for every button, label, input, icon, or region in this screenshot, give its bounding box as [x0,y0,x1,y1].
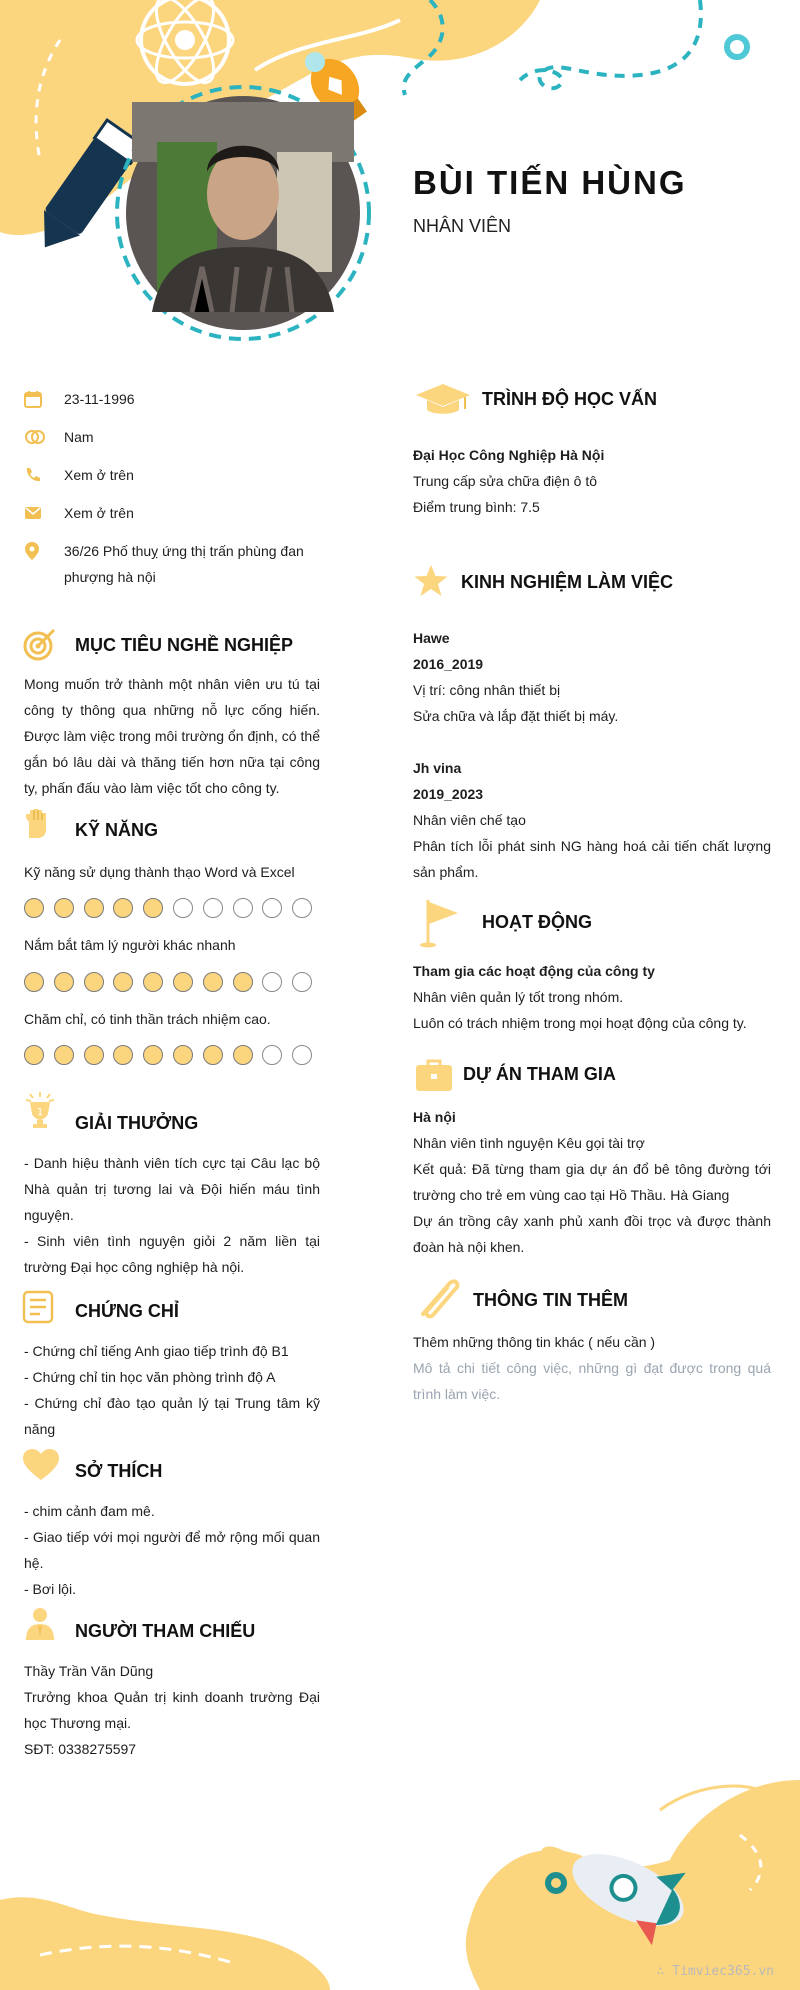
activities-line-2: Luôn có trách nhiệm trong mọi hoạt động của công ty. [413,1015,747,1031]
rating-dot [54,972,74,992]
skills-title: KỸ NĂNG [75,820,159,840]
contact-phone: Xem ở trên [24,462,332,488]
rating-dot [84,972,104,992]
rating-dot [24,898,44,918]
job-2-period: 2019_2023 [413,786,484,802]
watermark: ∴ Timviec365.vn [656,1964,774,1979]
job-2-description: Phân tích lỗi phát sinh NG hàng hoá cải tiến chất lượng sản phẩm. [413,838,771,880]
rating-dot [292,898,312,918]
hobby-3: - Bơi lội. [24,1581,76,1597]
star-icon [413,564,449,603]
bottom-decoration [0,1740,800,1990]
skill-name-1: Kỹ năng sử dụng thành thạo Word và Excel [24,864,295,880]
rating-dot [24,1045,44,1065]
reference-name: Thầy Trần Văn Dũng [24,1663,154,1679]
job-1-description: Sửa chữa và lắp đặt thiết bị máy. [413,708,619,724]
project-line-2: Kết quả: Đã từng tham gia dự án đổ bê tông đường tới trường cho trẻ em vùng cao tại Hồ Thầu. Hà Giang [413,1161,771,1203]
candidate-name: BÙI TIẾN HÙNG [413,164,687,201]
awards-title: GIẢI THƯỞNG [75,1113,199,1133]
contact-address: 36/26 Phố thuỵ ứng thị trấn phùng đan phượng hà nội [24,538,332,590]
rating-dot [143,1045,163,1065]
rating-dot [292,972,312,992]
award-2: - Sinh viên tình nguyện giỏi 2 năm liền tại trường Đại học công nghiệp hà nội. [24,1233,320,1275]
references-title: NGƯỜI THAM CHIẾU [75,1621,256,1641]
rating-dot [173,972,193,992]
rating-dot [262,898,282,918]
activities-title: HOẠT ĐỘNG [482,912,592,932]
rating-dot [173,1045,193,1065]
heart-icon [22,1448,60,1487]
additional-line-1: Thêm những thông tin khác ( nếu cần ) [413,1334,656,1350]
trophy-icon [24,1090,58,1135]
rating-dot [173,898,193,918]
rating-dot [233,1045,253,1065]
rating-dot [24,972,44,992]
hobby-1: - chim cảnh đam mê. [24,1503,155,1519]
additional-placeholder: Mô tả chi tiết công việc, những gì đạt được trong quá trình làm việc. [413,1360,771,1402]
rating-dot [292,1045,312,1065]
graduation-cap-icon [415,382,471,423]
rating-dot [54,898,74,918]
rating-dot [203,1045,223,1065]
rating-dot [233,898,253,918]
activities-line-1: Nhân viên quản lý tốt trong nhóm. [413,989,624,1005]
project-line-1: Nhân viên tình nguyện Kêu gọi tài trợ [413,1135,645,1151]
rating-dot [113,972,133,992]
certificate-2: - Chứng chỉ tin học văn phòng trình độ A [24,1369,276,1385]
rating-dot [262,1045,282,1065]
contact-gender: Nam [24,424,332,450]
skill-rating-3 [24,1045,322,1065]
project-line-3: Dự án trồng cây xanh phủ xanh đồi trọc và được thành đoàn hà nội khen. [413,1213,771,1255]
gender-icon [24,424,64,450]
contact-birthday: 23-11-1996 [24,386,332,412]
objective-title: MỤC TIÊU NGHỀ NGHIỆP [75,635,294,655]
briefcase-icon [415,1058,453,1097]
job-2-position: Nhân viên chế tạo [413,812,526,828]
hand-icon [24,808,50,845]
rating-dot [143,972,163,992]
rating-dot [262,972,282,992]
location-icon [24,538,64,564]
candidate-title: NHÂN VIÊN [413,216,512,236]
reference-phone: SĐT: 0338275597 [24,1741,137,1757]
avatar [112,82,374,344]
calendar-icon [24,386,64,412]
experience-title: KINH NGHIỆM LÀM VIỆC [461,572,674,592]
education-major: Trung cấp sửa chữa điện ô tô [413,473,597,489]
rating-dot [233,972,253,992]
person-icon [24,1606,56,1645]
rating-dot [143,898,163,918]
svg-text:1: 1 [36,1107,44,1118]
hobbies-title: SỞ THÍCH [75,1461,163,1481]
projects-title: DỰ ÁN THAM GIA [463,1064,616,1084]
job-1-position: Vị trí: công nhân thiết bị [413,682,561,698]
job-2-company: Jh vina [413,760,462,776]
rating-dot [84,1045,104,1065]
objective-text: Mong muốn trở thành một nhân viên ưu tú tại công ty thông qua những nỗ lực cống hiến. Được làm việc trong môi trường ổn định, có thể gắn bó lâu dài và thăng tiến hơn nữa tại công ty, phấn đấu vào làm việc tốt cho công ty. [24,676,320,796]
rating-dot [203,898,223,918]
rating-dot [113,898,133,918]
project-place: Hà nội [413,1109,456,1125]
rating-dot [203,972,223,992]
phone-icon [24,462,64,488]
education-school: Đại Học Công Nghiệp Hà Nội [413,447,605,463]
rating-dot [113,1045,133,1065]
contact-email: Xem ở trên [24,500,332,526]
certificate-1: - Chứng chỉ tiếng Anh giao tiếp trình độ B1 [24,1343,289,1359]
activities-org: Tham gia các hoạt động của công ty [413,963,655,979]
additional-title: THÔNG TIN THÊM [473,1290,628,1310]
email-icon [24,500,64,526]
skill-rating-2 [24,972,322,992]
education-gpa: Điểm trung bình: 7.5 [413,499,540,515]
rating-dot [54,1045,74,1065]
target-icon [22,626,58,667]
certificates-title: CHỨNG CHỈ [75,1301,179,1321]
job-1-period: 2016_2019 [413,656,484,672]
hobby-2: - Giao tiếp với mọi người để mở rộng mối quan hệ. [24,1529,320,1571]
education-title: TRÌNH ĐỘ HỌC VẤN [482,389,657,409]
skill-rating-1 [24,898,322,918]
skill-name-3: Chăm chỉ, có tinh thần trách nhiệm cao. [24,1011,271,1027]
award-1: - Danh hiệu thành viên tích cực tại Câu lạc bộ Nhà quản trị tương lai và Đội hiến máu tình nguyện. [24,1155,320,1223]
job-1-company: Hawe [413,630,450,646]
skill-name-2: Nắm bắt tâm lý người khác nhanh [24,937,236,953]
rating-dot [84,898,104,918]
paperclip-icon [415,1276,461,1325]
flag-icon [420,898,460,953]
certificate-icon [22,1290,56,1329]
certificate-3: - Chứng chỉ đào tạo quản lý tại Trung tâm kỹ năng [24,1395,320,1437]
reference-position: Trưởng khoa Quản trị kinh doanh trường Đại học Thương mại. [24,1689,320,1731]
